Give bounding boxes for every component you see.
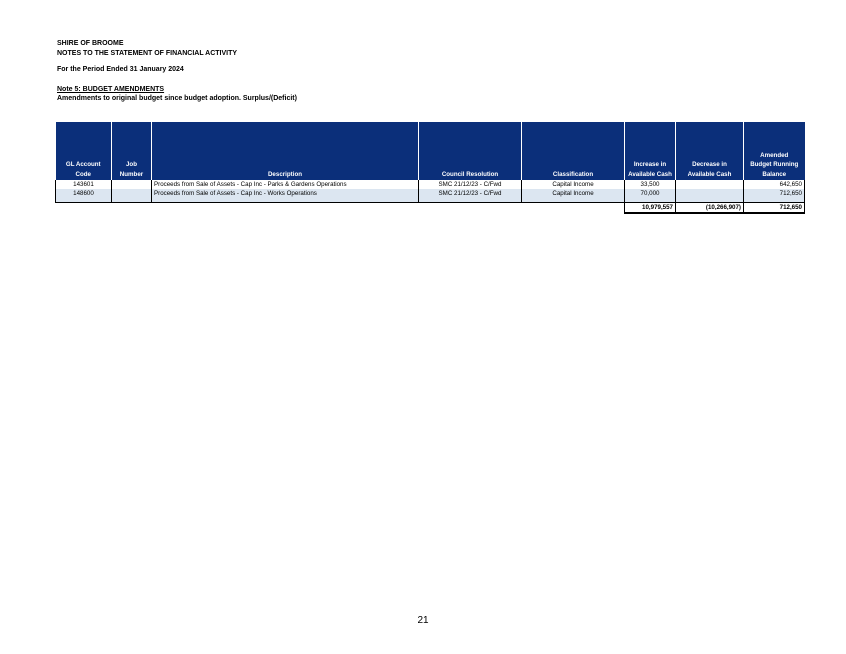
cell-gl-code: 143601 — [56, 180, 112, 189]
cell-classification: Capital Income — [522, 189, 625, 198]
cell-job-number — [112, 189, 152, 198]
cell-description: Proceeds from Sale of Assets - Cap Inc - Works Operations — [152, 189, 419, 198]
note-title: Note 5: BUDGET AMENDMENTS — [57, 86, 165, 93]
page-number: 21 — [417, 615, 429, 626]
col-increase-available-cash: Increase in Available Cash — [625, 122, 676, 180]
table-row — [56, 189, 805, 198]
cell-balance: 712,650 — [744, 189, 805, 198]
total-decrease: (10,266,907) — [676, 203, 744, 214]
organisation-name: SHIRE OF BROOME — [57, 40, 124, 47]
cell-description: Proceeds from Sale of Assets - Cap Inc - Parks & Gardens Operations — [152, 180, 419, 189]
col-classification: Classification — [522, 122, 625, 180]
table-row — [56, 180, 805, 189]
cell-increase: 70,000 — [625, 189, 676, 198]
col-description: Description — [152, 122, 419, 180]
budget-amendments-table — [55, 122, 805, 214]
cell-decrease — [676, 180, 744, 189]
cell-council-resolution: SMC 21/12/23 - C/Fwd — [419, 180, 522, 189]
cell-classification: Capital Income — [522, 180, 625, 189]
col-job-number: Job Number — [112, 122, 152, 180]
col-decrease-available-cash: Decrease in Available Cash — [676, 122, 744, 180]
cell-council-resolution: SMC 21/12/23 - C/Fwd — [419, 189, 522, 198]
col-amended-budget-running-balance: Amended Budget Running Balance — [744, 122, 805, 180]
total-balance: 712,650 — [744, 203, 805, 214]
col-gl-account-code: GL Account Code — [56, 122, 112, 180]
cell-increase: 33,500 — [625, 180, 676, 189]
cell-gl-code: 148600 — [56, 189, 112, 198]
cell-decrease — [676, 189, 744, 198]
totals-row — [56, 203, 805, 214]
note-description: Amendments to original budget since budget adoption. Surplus/(Deficit) — [57, 95, 297, 102]
cell-job-number — [112, 180, 152, 189]
table-header-row — [56, 122, 805, 180]
report-subtitle: NOTES TO THE STATEMENT OF FINANCIAL ACTIVITY — [57, 50, 238, 57]
cell-balance: 642,650 — [744, 180, 805, 189]
col-council-resolution: Council Resolution — [419, 122, 522, 180]
report-period: For the Period Ended 31 January 2024 — [57, 66, 184, 73]
total-increase: 10,979,557 — [625, 203, 676, 214]
